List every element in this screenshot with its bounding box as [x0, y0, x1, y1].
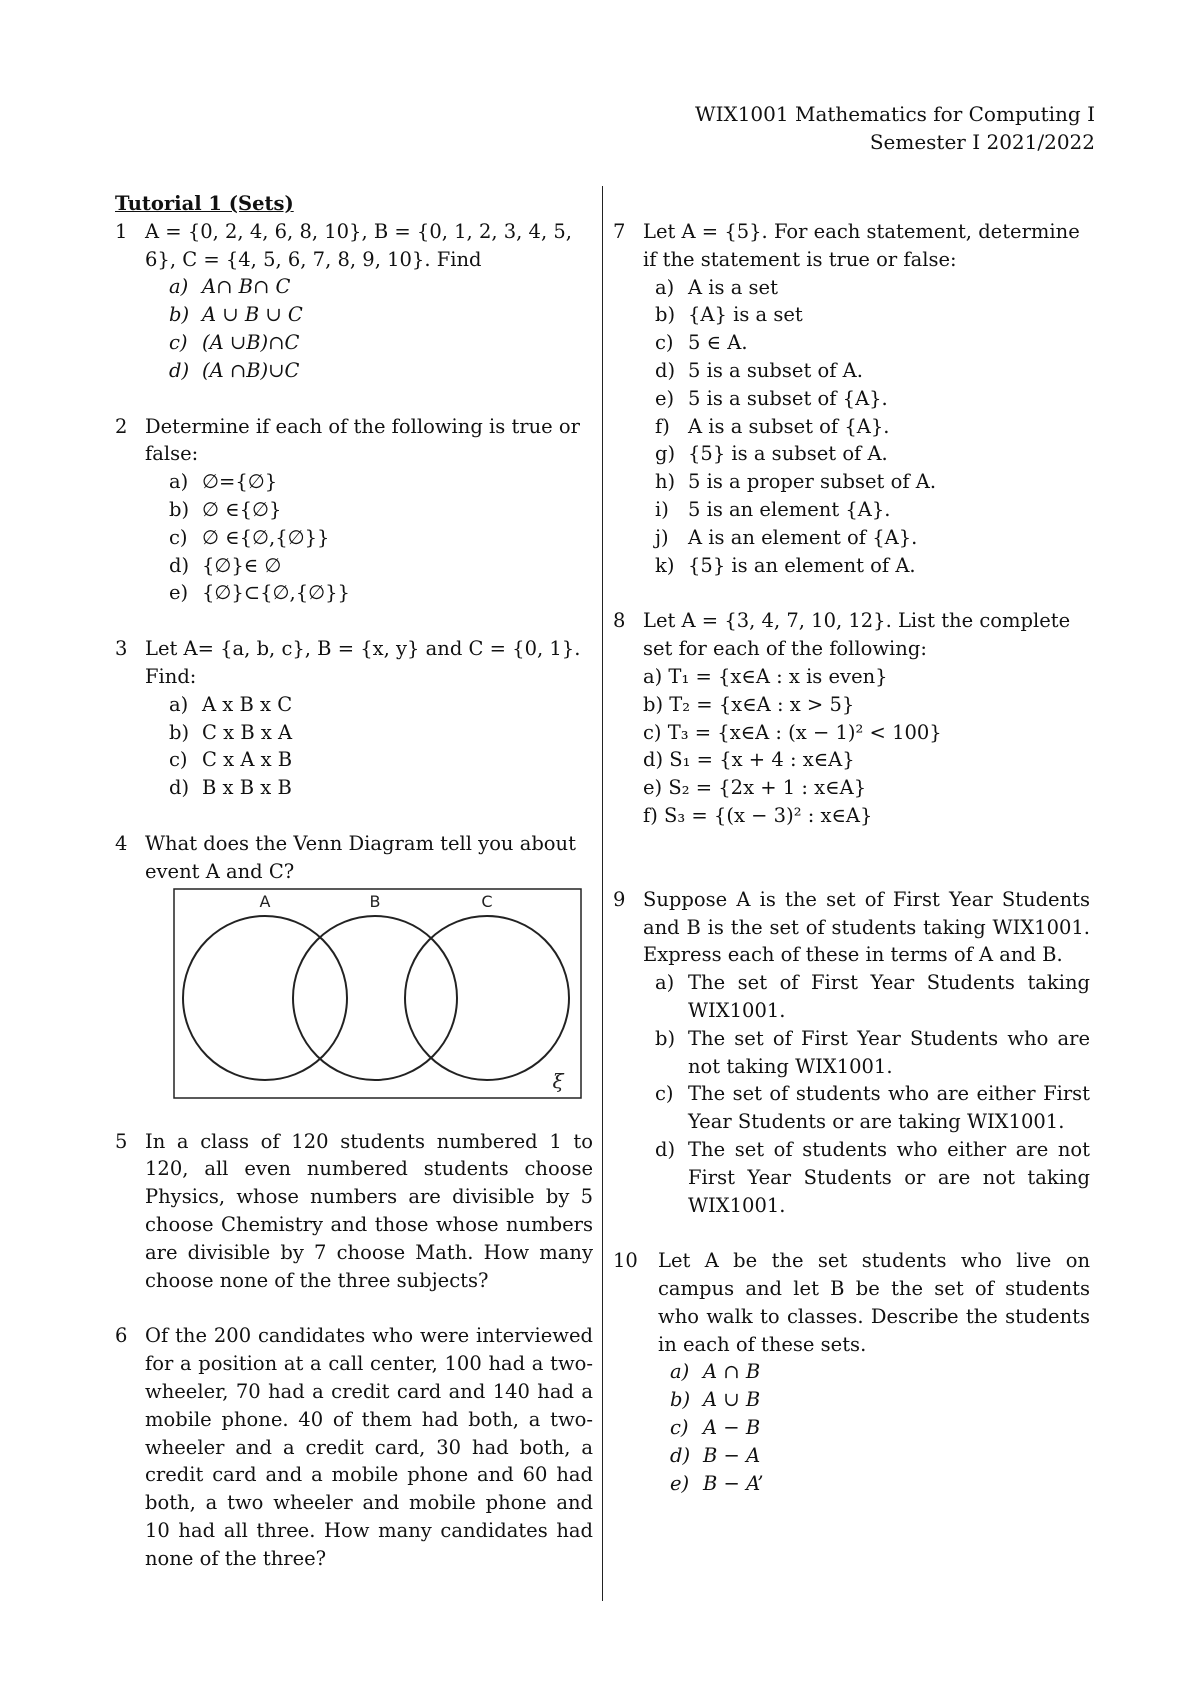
item-text: A is an element of {A}. [688, 525, 918, 549]
venn-circle-a [183, 916, 347, 1080]
item-text: The set of First Year Students who are not taking WIX1001. [688, 1026, 1090, 1078]
list-item: b) T₂ = {x∈A : x > 5} [643, 692, 855, 716]
question-text: Let A= {a, b, c}, B = {x, y} and C = {0, 1}. Find: [145, 637, 581, 688]
venn-circle-c [405, 916, 569, 1080]
list-item [655, 496, 1090, 524]
question-3 [115, 635, 593, 802]
list-item: e) S₂ = {2x + 1 : x∈A} [643, 776, 867, 800]
list-item [169, 301, 593, 329]
list-item [169, 746, 593, 774]
venn-label-b: B [369, 891, 381, 911]
tutorial-title: Tutorial 1 (Sets) [115, 192, 294, 215]
column-divider [602, 186, 603, 1601]
list-item: c) T₃ = {x∈A : (x − 1)² < 100} [643, 720, 942, 744]
item-label: a) [670, 1360, 690, 1384]
list-item [169, 273, 593, 301]
question-text: Let A = {3, 4, 7, 10, 12}. List the complete set for each of the following: [643, 609, 1071, 661]
item-label: j) [655, 525, 669, 549]
sub-item-list [643, 969, 1090, 1219]
list-item [670, 1442, 1090, 1470]
item-label: c) [655, 1082, 674, 1106]
question-number: 9 [613, 887, 626, 911]
item-label: b) [655, 1026, 676, 1050]
item-label: h) [655, 470, 676, 494]
question-text: In a class of 120 students numbered 1 to 120, all even numbered students choose Physics, whose numbers are divisible by 5 choose Chemistry and those whose numbers are divisible by 7 choose Math. How many choose none of the three subjects? [145, 1129, 593, 1292]
item-label: a) [655, 275, 675, 299]
item-text: A ∪ B [703, 1388, 761, 1412]
item-label: e) [169, 581, 189, 605]
item-text: ∅={∅} [202, 470, 278, 494]
item-text: B − A’ [703, 1471, 764, 1495]
list-item [655, 274, 1090, 302]
spacer [115, 1294, 593, 1322]
list-item [655, 357, 1090, 385]
question-9 [613, 886, 1090, 1220]
spacer [613, 858, 1090, 886]
item-label: b) [670, 1388, 691, 1412]
sub-item-list [658, 1358, 1090, 1497]
spacer [613, 830, 1090, 858]
item-label: b) [169, 303, 190, 327]
item-text: (A ∩B)∪C [202, 358, 300, 382]
semester-label: Semester I 2021/2022 [869, 130, 1095, 154]
item-label: f) [655, 414, 670, 438]
right-column [613, 190, 1090, 1497]
item-label: b) [169, 497, 190, 521]
list-item [169, 579, 593, 607]
question-number: 8 [613, 609, 626, 633]
item-text: A∩ B∩ C [202, 275, 291, 299]
spacer [115, 802, 593, 830]
item-text: 5 is a subset of A. [688, 358, 863, 382]
item-text: C x A x B [202, 748, 293, 772]
list-item [670, 1358, 1090, 1386]
item-label: d) [655, 358, 676, 382]
list-item [655, 440, 1090, 468]
list-item [655, 413, 1090, 441]
list-item [169, 691, 593, 719]
venn-label-c: C [481, 891, 493, 911]
question-number: 5 [115, 1129, 128, 1153]
universe-box [174, 889, 581, 1098]
document-header [695, 100, 1095, 156]
item-label: c) [655, 331, 674, 355]
item-label: b) [655, 303, 676, 327]
question-number: 6 [115, 1324, 128, 1348]
item-label: a) [169, 470, 189, 494]
item-label: d) [670, 1443, 691, 1467]
question-5 [115, 1128, 593, 1295]
item-label: c) [169, 330, 188, 354]
item-label: b) [169, 720, 190, 744]
item-text: 5 is a subset of {A}. [688, 386, 888, 410]
question-text: What does the Venn Diagram tell you about event A and C? [145, 831, 576, 883]
item-text: The set of students who are either First Year Students or are taking WIX1001. [688, 1082, 1090, 1134]
question-text: A = {0, 2, 4, 6, 8, 10}, B = {0, 1, 2, 3, 4, 5, 6}, C = {4, 5, 6, 7, 8, 9, 10}. Find [145, 219, 572, 271]
sub-item-list [643, 663, 1090, 830]
course-title: WIX1001 Mathematics for Computing I [695, 102, 1095, 126]
list-item [655, 552, 1090, 580]
question-number: 1 [115, 219, 128, 243]
list-item [169, 468, 593, 496]
list-item [655, 329, 1090, 357]
question-number: 2 [115, 414, 128, 438]
list-item [655, 524, 1090, 552]
question-8 [613, 607, 1090, 829]
item-text: 5 is a proper subset of A. [688, 470, 937, 494]
question-7 [613, 218, 1090, 579]
venn-diagram [173, 888, 583, 1100]
list-item [169, 552, 593, 580]
item-text: A x B x C [202, 692, 293, 716]
question-10 [613, 1247, 1090, 1497]
list-item [169, 496, 593, 524]
list-item: f) S₃ = {(x − 3)² : x∈A} [643, 803, 873, 827]
sub-item-list [145, 468, 593, 607]
list-item [655, 468, 1090, 496]
item-label: c) [169, 748, 188, 772]
item-label: a) [655, 971, 675, 995]
item-text: ∅ ∈{∅,{∅}} [202, 525, 330, 549]
question-text: Suppose A is the set of First Year Students and B is the set of students taking WIX1001. Express each of these in terms of A and B. [643, 887, 1090, 967]
item-label: c) [670, 1416, 689, 1440]
item-text: C x B x A [202, 720, 293, 744]
list-item [169, 329, 593, 357]
spacer [613, 1219, 1090, 1247]
item-text: {A} is a set [688, 303, 803, 327]
list-item [655, 1025, 1090, 1081]
spacer [115, 607, 593, 635]
list-item: d) S₁ = {x + 4 : x∈A} [643, 748, 855, 772]
item-label: e) [670, 1471, 690, 1495]
list-item [169, 719, 593, 747]
item-label: a) [169, 692, 189, 716]
item-label: a) [169, 275, 189, 299]
item-text: B − A [703, 1443, 761, 1467]
list-item [670, 1414, 1090, 1442]
item-label: d) [169, 358, 190, 382]
spacer [115, 385, 593, 413]
spacer [613, 579, 1090, 607]
item-text: A is a set [688, 275, 778, 299]
item-text: {5} is a subset of A. [688, 442, 888, 466]
list-item [670, 1470, 1090, 1498]
list-item [169, 524, 593, 552]
item-text: B x B x B [202, 776, 292, 800]
question-text: Of the 200 candidates who were interviewed for a position at a call center, 100 had a two-wheeler, 70 had a credit card and 140 had a mobile phone. 40 of them had both, a two-wheeler and a credit card, 30 had both, a credit card and a mobile phone and 60 had both, a two wheeler and mobile phone and 10 had all three. How many candidates had none of the three? [145, 1324, 593, 1570]
item-text: {5} is an element of A. [688, 553, 916, 577]
list-item [655, 385, 1090, 413]
list-item [655, 969, 1090, 1025]
item-label: d) [169, 776, 190, 800]
item-text: (A ∪B)∩C [202, 330, 300, 354]
list-item: a) T₁ = {x∈A : x is even} [643, 664, 888, 688]
question-2 [115, 413, 593, 608]
sub-item-list [145, 273, 593, 384]
list-item [169, 774, 593, 802]
item-text: The set of students who either are not First Year Students or are not taking WIX1001. [688, 1137, 1090, 1217]
list-item [655, 301, 1090, 329]
item-text: ∅ ∈{∅} [202, 497, 282, 521]
sub-item-list [643, 274, 1090, 580]
item-text: 5 ∈ A. [688, 331, 748, 355]
spacer [613, 190, 1090, 218]
venn-circle-b [293, 916, 457, 1080]
question-text: Let A be the set students who live on campus and let B be the set of students who walk to classes. Describe the students in each of these sets. [658, 1249, 1090, 1356]
list-item [655, 1080, 1090, 1136]
list-item [655, 1136, 1090, 1219]
question-text: Determine if each of the following is true or false: [145, 414, 580, 466]
item-text: The set of First Year Students taking WIX1001. [688, 971, 1090, 1022]
item-text: 5 is an element {A}. [688, 497, 891, 521]
item-text: A is a subset of {A}. [688, 414, 890, 438]
question-6 [115, 1322, 593, 1572]
item-label: e) [655, 386, 675, 410]
universe-symbol: ξ [552, 1068, 564, 1093]
venn-label-a: A [259, 891, 271, 911]
item-label: d) [655, 1137, 676, 1161]
item-text: A ∩ B [703, 1360, 761, 1384]
list-item [670, 1386, 1090, 1414]
question-1 [115, 218, 593, 385]
item-text: {∅}∈ ∅ [202, 553, 282, 577]
question-number: 10 [613, 1249, 638, 1273]
question-4 [115, 830, 593, 1100]
item-label: i) [655, 497, 669, 521]
question-number: 7 [613, 220, 626, 243]
list-item [169, 357, 593, 385]
item-label: g) [655, 442, 676, 466]
question-number: 4 [115, 831, 128, 855]
item-label: c) [169, 525, 188, 549]
sub-item-list [145, 691, 593, 802]
spacer [115, 1100, 593, 1128]
item-text: {∅}⊂{∅,{∅}} [202, 581, 350, 605]
item-text: A − B [703, 1416, 761, 1440]
question-number: 3 [115, 637, 128, 661]
question-text: Let A = {5}. For each statement, determine if the statement is true or false: [643, 220, 1080, 271]
item-text: A ∪ B ∪ C [202, 303, 303, 327]
left-column [115, 190, 593, 1572]
item-label: d) [169, 553, 190, 577]
item-label: k) [655, 553, 675, 577]
